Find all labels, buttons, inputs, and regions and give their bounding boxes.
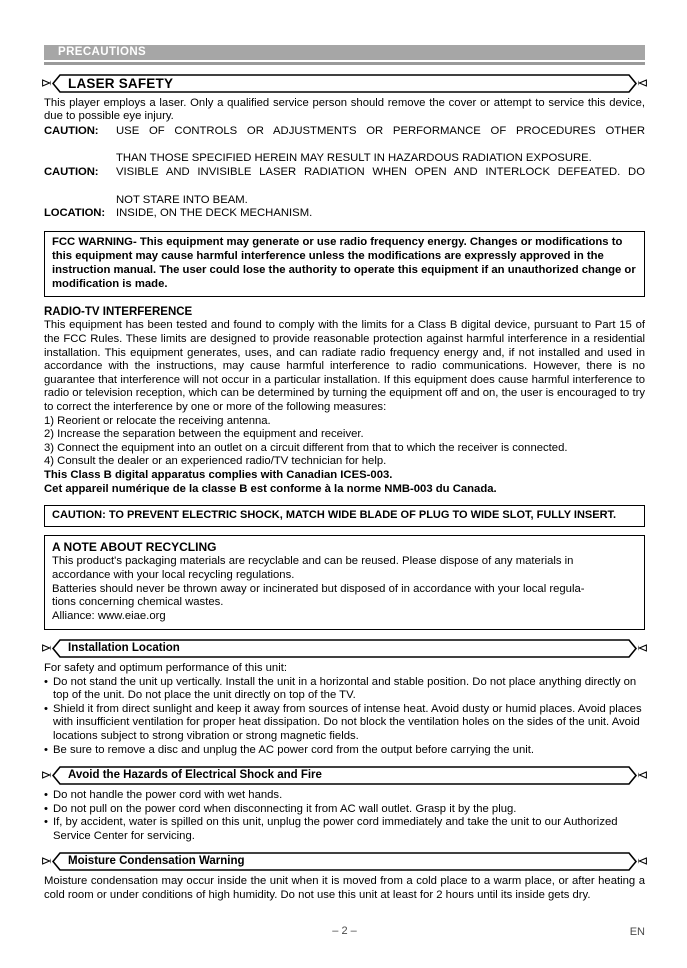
page-footer xyxy=(44,925,645,945)
location-term: LOCATION: xyxy=(44,207,106,220)
flag-marker-left-icon xyxy=(42,857,51,865)
moisture-heading-label: Moisture Condensation Warning xyxy=(68,855,245,868)
bullet-icon: • xyxy=(44,702,48,715)
precautions-banner xyxy=(44,45,645,60)
caution-term: CAUTION: xyxy=(44,124,99,137)
recycling-note-line: tions concerning chemical wastes. xyxy=(52,596,224,609)
flag-marker-left-icon xyxy=(42,771,51,779)
recycling-note-line: accordance with your local recycling regulations. xyxy=(52,568,295,581)
flag-marker-right-icon xyxy=(638,857,647,865)
ices-statement-en: This Class B digital apparatus complies with Canadian ICES-003. xyxy=(44,468,393,481)
recycling-note-box xyxy=(44,535,645,630)
list-item-text: Shield it from direct sunlight and keep it away from sources of intense heat. Avoid dusty or humid places. Avoid places with insufficient ventilation for proper heat dissipation. Do not block the ventilation holes on the sides of the unit. Avoid locations subject to strong vibration or strong magnetic fields. xyxy=(53,702,642,742)
caution-desc xyxy=(116,166,645,207)
moisture-text: Moisture condensation may occur inside the unit when it is moved from a cold place to a warm place, or after heating a cold room or under conditions of high humidity. Do not use this unit at least for 2 hours until its inside gets dry. xyxy=(44,875,645,902)
location-desc-line: INSIDE, ON THE DECK MECHANISM. xyxy=(116,207,313,220)
flag-marker-right-icon xyxy=(638,644,647,652)
list-item xyxy=(44,676,645,703)
list-item xyxy=(44,789,645,803)
measure-item: 2) Increase the separation between the equipment and receiver. xyxy=(44,428,364,441)
radio-tv-measures xyxy=(44,415,645,497)
measure-item: 4) Consult the dealer or an experienced radio/TV technician for help. xyxy=(44,455,387,468)
caution-desc-line: NOT STARE INTO BEAM. xyxy=(116,193,248,206)
section-heading-laser-safety xyxy=(44,74,645,93)
list-item-text: If, by accident, water is spilled on this unit, unplug the power cord immediately and take the unit to our Authorized Service Center for servicing. xyxy=(53,816,618,842)
fcc-warning-text: FCC WARNING- This equipment may generate or use radio frequency energy. Changes or modifications to this equipment may cause harmful interference unless the modifications are expressly approved in the instruction manual. The user could lose the authority to operate this equipment if an unauthorized change or modification is made. xyxy=(52,236,636,290)
caution-desc-line: THAN THOSE SPECIFIED HEREIN MAY RESULT IN HAZARDOUS RADIATION EXPOSURE. xyxy=(116,152,592,165)
flag-marker-left-icon xyxy=(42,644,51,652)
caution-row xyxy=(44,166,645,207)
list-item xyxy=(44,703,645,744)
flag-marker-right-icon xyxy=(638,771,647,779)
laser-safety-intro: This player employs a laser. Only a qualified service person should remove the cover or attempt to service this device, due to possible eye injury. xyxy=(44,96,645,123)
ices-statement-fr: Cet appareil numérique de la classe B est conforme à la norme NMB-003 du Canada. xyxy=(44,482,497,495)
hazards-bullets xyxy=(44,789,645,843)
laser-safety-heading-label: LASER SAFETY xyxy=(68,75,174,91)
flag-marker-right-icon xyxy=(638,79,647,87)
bullet-icon: • xyxy=(44,675,48,688)
caution-desc-line: VISIBLE AND INVISIBLE LASER RADIATION WHEN OPEN AND INTERLOCK DEFEATED. DO xyxy=(116,166,645,179)
bullet-icon: • xyxy=(44,789,48,802)
caution-term: CAUTION: xyxy=(44,166,99,179)
installation-intro: For safety and optimum performance of this unit: xyxy=(44,661,287,674)
caution-desc xyxy=(116,125,645,166)
bullet-icon: • xyxy=(44,743,48,756)
radio-tv-paragraph: This equipment has been tested and found to comply with the limits for a Class B digital device, pursuant to Part 15 of the FCC Rules. These limits are designed to provide reasonable protection against harmful interference in a residential installation. This equipment generates, uses, and can radiate radio frequency energy and, if not installed and used in accordance with the instructions, may cause harmful interference to radio communications. However, there is no guarantee that interference will not occur in a particular installation. If this equipment does cause harmful interference to radio or television reception, which can be determined by turning the equipment off and on, the user is encouraged to try to correct the interference by one or more of the following measures: xyxy=(44,319,645,414)
document-page xyxy=(44,0,645,968)
installation-bullets xyxy=(44,676,645,758)
list-item-text: Do not handle the power cord with wet hands. xyxy=(53,789,283,802)
recycling-note-title: A NOTE ABOUT RECYCLING xyxy=(52,539,217,554)
language-marker: EN xyxy=(629,926,645,938)
bullet-icon: • xyxy=(44,802,48,815)
measure-item: 1) Reorient or relocate the receiving antenna. xyxy=(44,414,271,427)
flag-marker-left-icon xyxy=(42,79,51,87)
avoid-hazards-heading-label: Avoid the Hazards of Electrical Shock and Fire xyxy=(68,769,322,782)
location-row xyxy=(44,207,645,221)
radio-tv-title: RADIO-TV INTERFERENCE xyxy=(44,306,193,319)
page-number: – 2 – xyxy=(332,925,357,937)
recycling-note-line: Batteries should never be thrown away or incinerated but disposed of in accordance with your local regula- xyxy=(52,582,585,595)
list-item xyxy=(44,803,645,817)
recycling-note-line: This product's packaging materials are recyclable and can be reused. Please dispose of any materials in xyxy=(52,554,574,567)
electric-shock-caution-box xyxy=(44,505,645,527)
list-item-text: Do not pull on the power cord when disconnecting it from AC wall outlet. Grasp it by the plug. xyxy=(53,802,517,815)
laser-safety-caution-list xyxy=(44,125,645,222)
precautions-banner-title: PRECAUTIONS xyxy=(58,45,147,58)
list-item xyxy=(44,744,645,758)
precautions-banner-rule xyxy=(44,62,645,65)
fcc-warning-box xyxy=(44,231,645,297)
installation-heading-label: Installation Location xyxy=(68,641,180,654)
section-heading-avoid-hazards xyxy=(44,766,645,785)
list-item xyxy=(44,816,645,843)
caution-desc-line: USE OF CONTROLS OR ADJUSTMENTS OR PERFORMANCE OF PROCEDURES OTHER xyxy=(116,124,645,137)
list-item-text: Do not stand the unit up vertically. Install the unit in a horizontal and stable position. Do not place anything directly on top of the unit. Do not place the unit directly on top of the TV. xyxy=(53,675,637,702)
bullet-icon: • xyxy=(44,816,48,829)
location-desc xyxy=(116,207,645,221)
electric-shock-caution-text: CAUTION: TO PREVENT ELECTRIC SHOCK, MATCH WIDE BLADE OF PLUG TO WIDE SLOT, FULLY INSERT. xyxy=(52,509,617,522)
list-item-text: Be sure to remove a disc and unplug the AC power cord from the output before carrying the unit. xyxy=(53,743,535,756)
section-heading-installation-location xyxy=(44,639,645,658)
section-heading-moisture-condensation xyxy=(44,852,645,871)
measure-item: 3) Connect the equipment into an outlet on a circuit different from that to which the receiver is connected. xyxy=(44,441,568,454)
caution-row xyxy=(44,125,645,166)
recycling-alliance-line: Alliance: www.eiae.org xyxy=(52,610,166,623)
